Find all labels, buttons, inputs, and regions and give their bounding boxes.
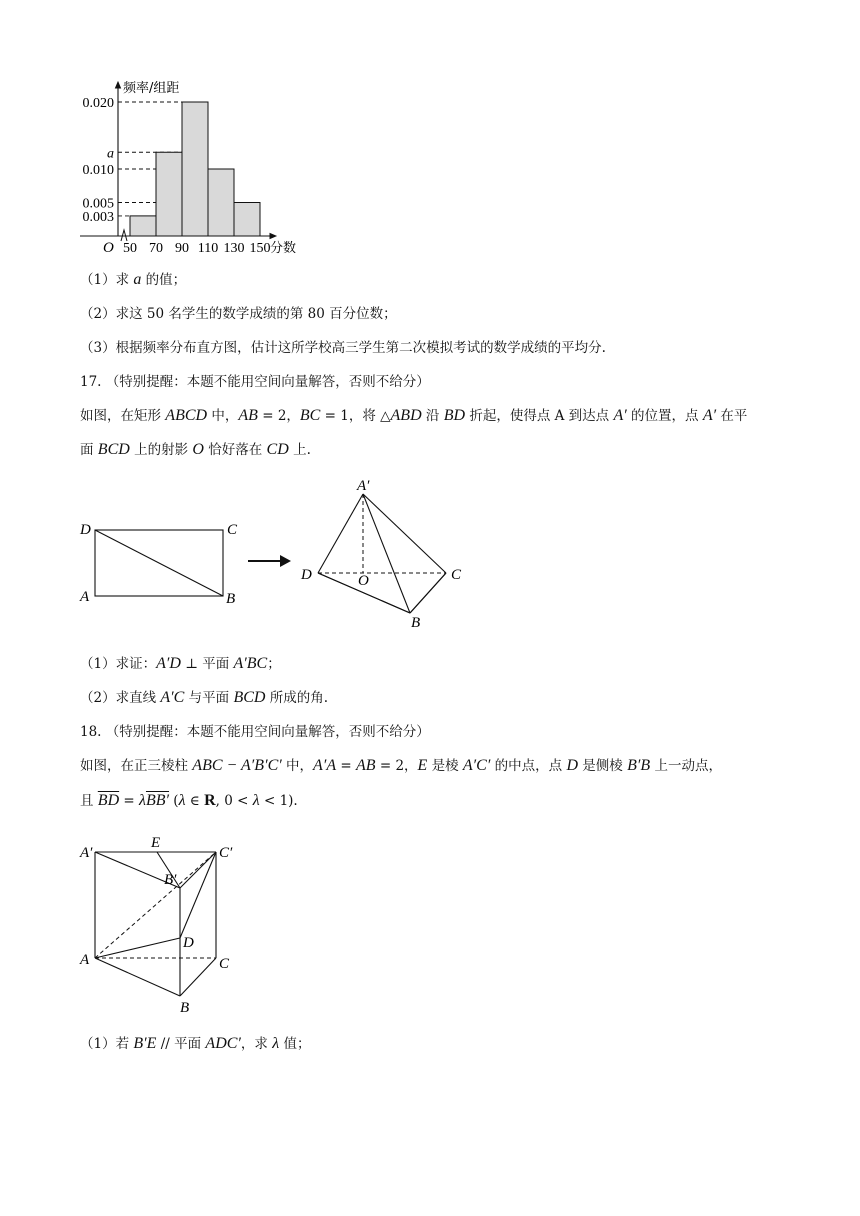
y-tick-label: 0.005 [82, 196, 114, 212]
tetra-label-d: D [301, 567, 312, 583]
q17-part2: （2）求直线 A′C 与平面 BCD 所成的角. [80, 689, 329, 706]
prism-label-b-prime: B′ [164, 872, 177, 888]
q18-heading: 18. （特别提醒：本题不能用空间向量解答，否则不给分） [80, 724, 430, 740]
prism-label-a: A [80, 952, 90, 968]
histogram-bar-90-110 [182, 102, 208, 236]
q16-part3: （3）根据频率分布直方图，估计这所学校高三学生第二次模拟考试的数学成绩的平均分. [80, 340, 606, 356]
histogram-bar-130-150 [234, 203, 260, 237]
y-tick-label: 0.020 [82, 96, 114, 111]
histogram-bar-70-90 [156, 152, 182, 236]
q16-part1: （1）求 a 的值； [80, 271, 187, 288]
arrow-head-icon [280, 555, 291, 567]
x-tick-label: 90 [175, 241, 189, 256]
rect-label-b: B [226, 591, 236, 607]
frequency-histogram [60, 72, 320, 267]
prism-label-d: D [183, 935, 194, 951]
q17-stem-line2: 面 BCD 上的射影 O 恰好落在 CD 上. [80, 441, 311, 458]
q17-stem-line1: 如图，在矩形 ABCD 中，AB = 2，BC = 1，将 △ABD 沿 BD 折起，使得点 A 到达点 A′ 的位置，点 A′ 在平 [80, 407, 748, 424]
prism-figure [70, 830, 250, 1015]
prism-label-c: C [219, 956, 230, 972]
prism-label-b: B [180, 1000, 190, 1015]
x-tick-label: 130 [223, 241, 245, 256]
fold-figure [70, 470, 480, 635]
q16-part2: （2）求这 50 名学生的数学成绩的第 80 百分位数； [80, 306, 397, 322]
prism-label-a-prime: A′ [80, 845, 93, 861]
x-tick-label: 70 [149, 241, 163, 256]
y-axis-label: 频率/组距 [123, 81, 180, 96]
tetra-label-a-prime: A′ [357, 478, 370, 494]
origin-label: O [103, 240, 114, 256]
prism-label-e: E [151, 835, 161, 851]
x-tick-label: 110 [197, 241, 219, 256]
q18-stem-line1: 如图，在正三棱柱 ABC − A′B′C′ 中，A′A = AB = 2，E 是棱 A′C′ 的中点，点 D 是侧棱 B′B 上一动点， [80, 757, 722, 774]
histogram-bar-110-130 [208, 169, 234, 236]
tetra-label-b: B [411, 615, 421, 631]
tetra-label-o: O [358, 573, 369, 589]
q18-stem-line2: 且 $\overline{BD} = \lambda BB'$ (λ ∈ R, 0 < λ < 1). [80, 792, 298, 809]
y-tick-label: a [107, 146, 114, 162]
q17-part1: （1）求证：A′D ⊥ 平面 A′BC； [80, 655, 281, 672]
rect-label-c: C [227, 522, 238, 538]
rect-label-d: D [80, 522, 91, 538]
prism-label-c-prime: C′ [219, 845, 233, 861]
q18-part1: （1）若 B′E // 平面 ADC′，求 λ 值； [80, 1035, 311, 1052]
histogram-bar-50-70 [130, 216, 156, 236]
diagonal-bd [95, 530, 223, 596]
q17-heading: 17. （特别提醒：本题不能用空间向量解答，否则不给分） [80, 374, 430, 390]
x-tick-label: 150 [249, 241, 271, 256]
tetra-label-c: C [451, 567, 462, 583]
x-axis-label: 分数 [270, 241, 297, 256]
y-tick-label: 0.003 [82, 209, 114, 225]
y-tick-label: 0.010 [82, 163, 114, 178]
rect-label-a: A [80, 589, 90, 605]
x-tick-label: 50 [123, 241, 137, 256]
